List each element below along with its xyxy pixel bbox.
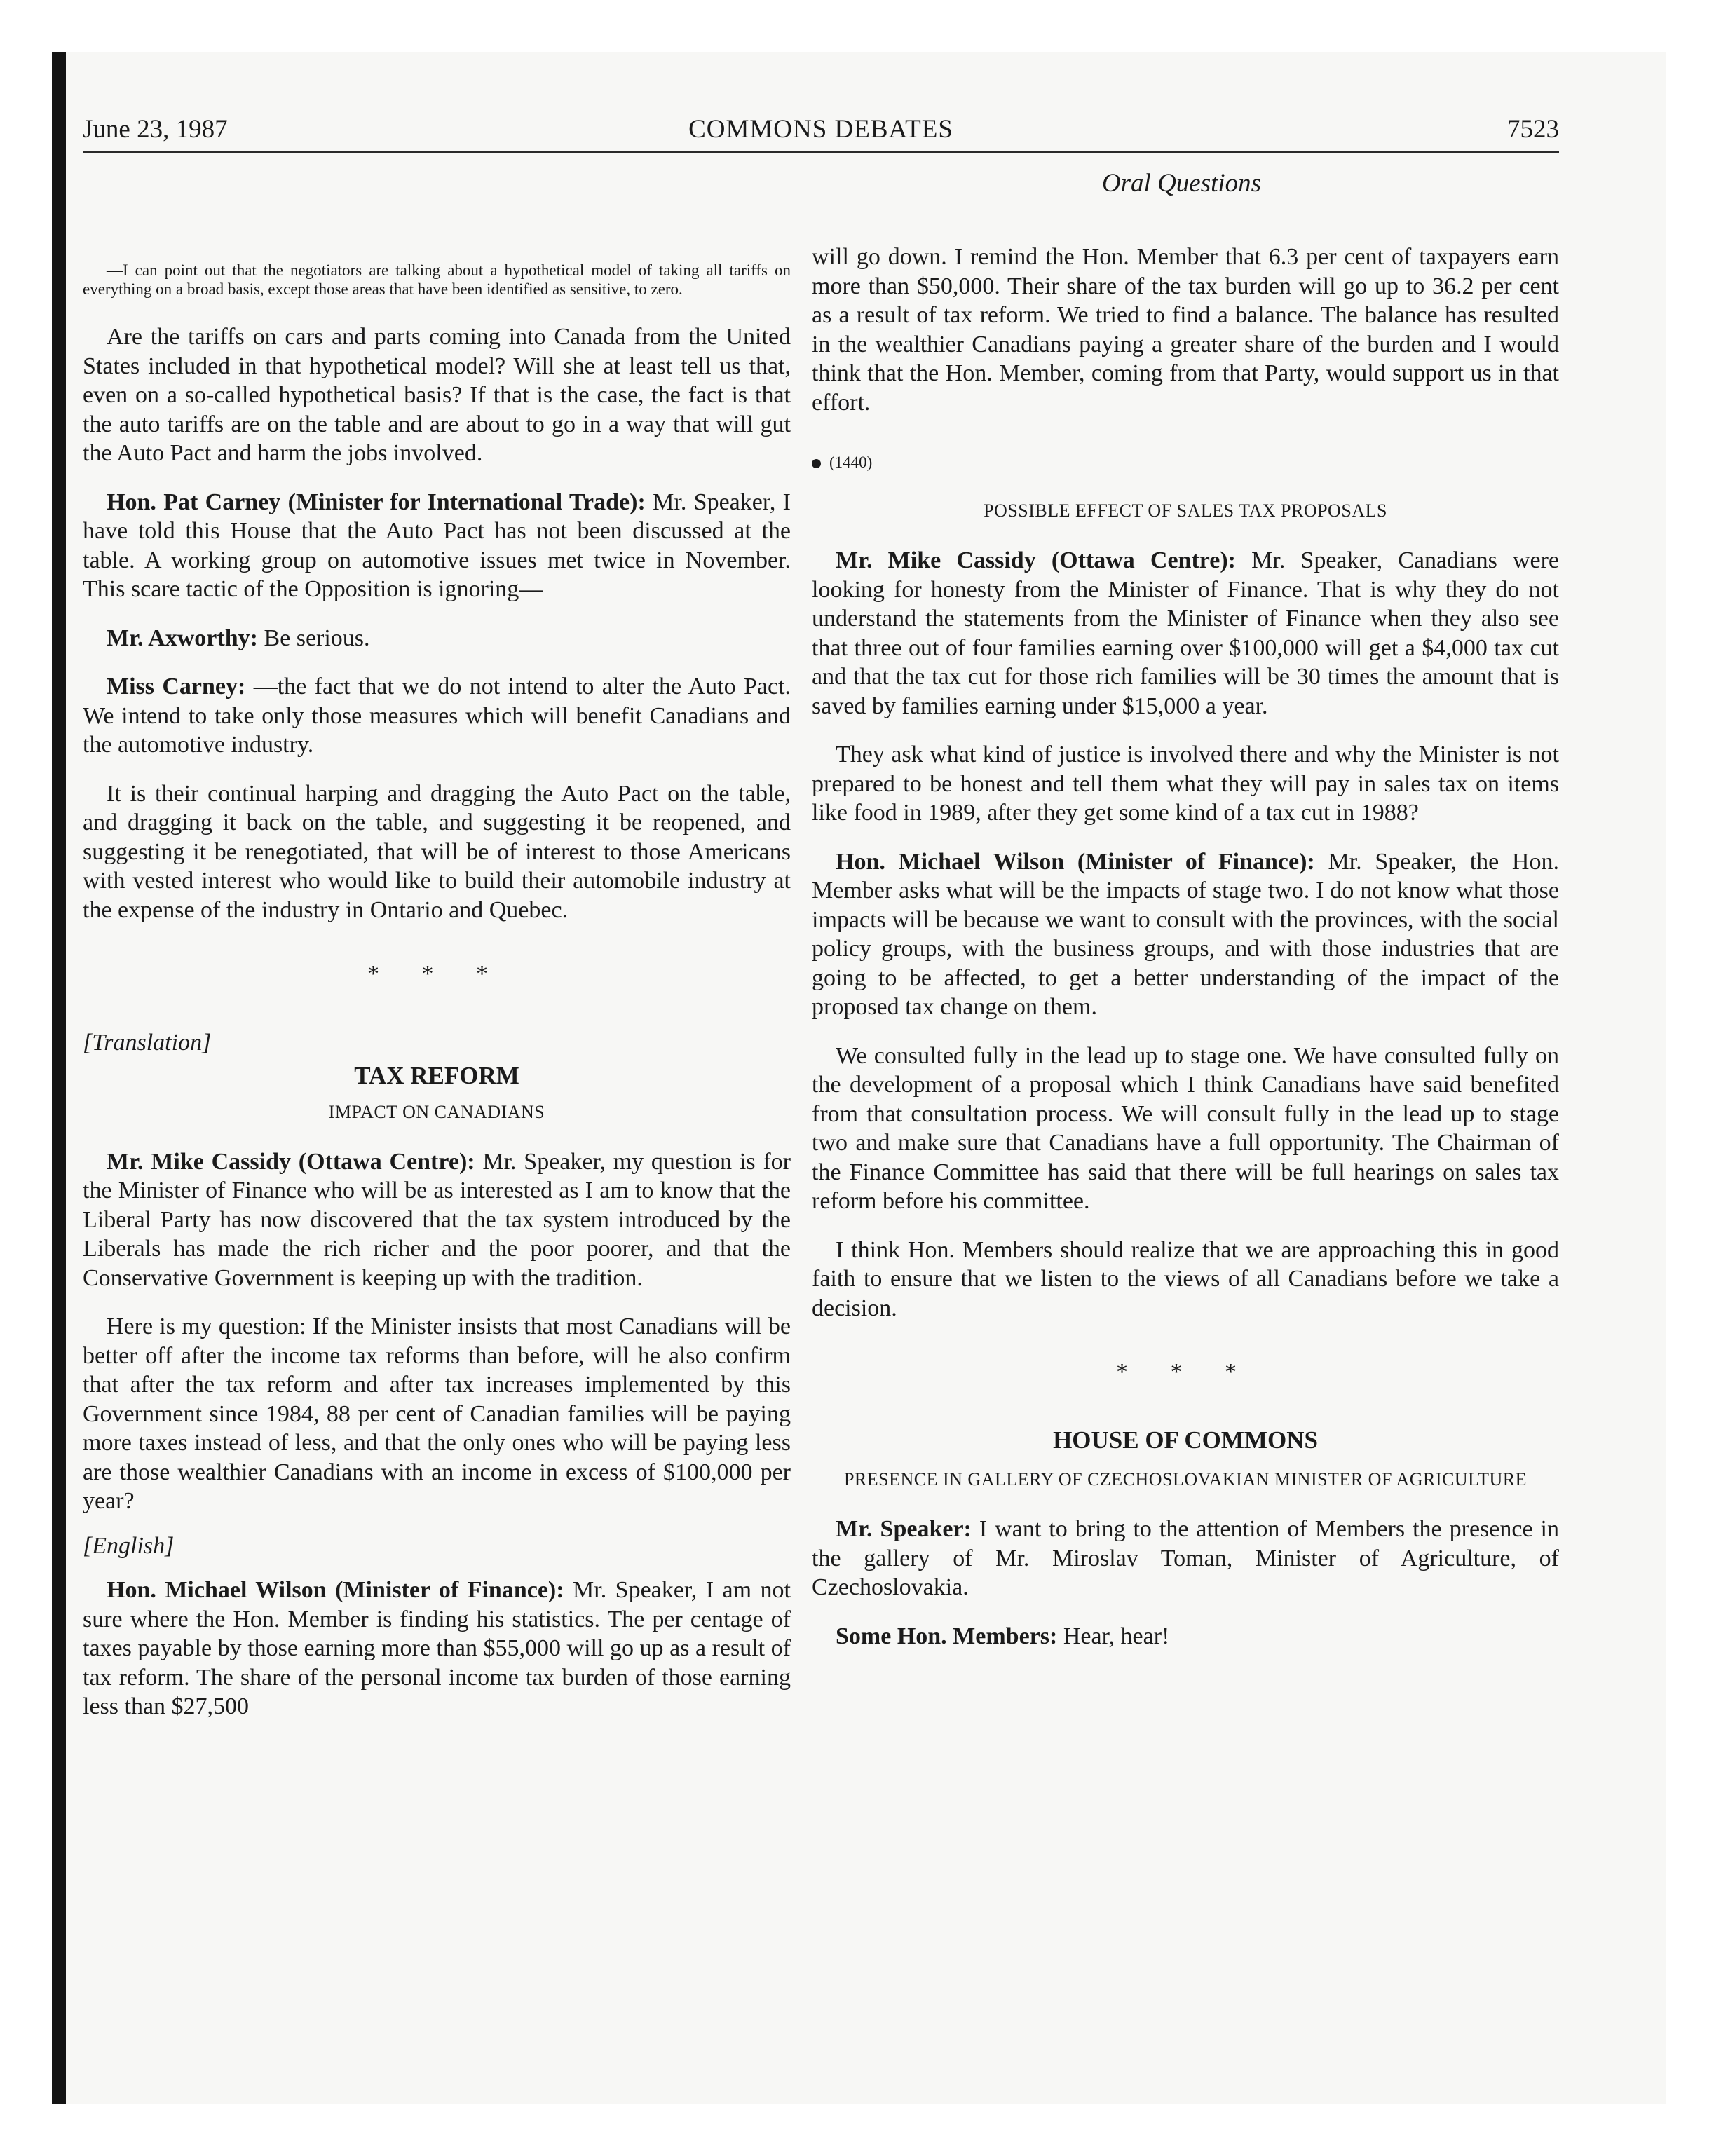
speech-paragraph xyxy=(83,488,791,604)
paragraph: It is their continual harping and dragging the Auto Pact on the table, and dragging it back on the table, and suggesting it be reopened, and suggesting it be renegotiated, that will be of interest to those Americans with vested interest who would like to build their automobile industry at the expense of the industry in Ontario and Quebec. xyxy=(83,780,791,923)
speaker-name: Some Hon. Members: xyxy=(836,1623,1058,1649)
speaker-name: Mr. Speaker: xyxy=(836,1516,972,1542)
english-label: [English] xyxy=(83,1532,175,1559)
speaker-name: Mr. Mike Cassidy (Ottawa Centre): xyxy=(107,1148,475,1175)
speech-text: I want to bring to the attention of Members the presence in the gallery of Mr. Miroslav Toman, Minister of Agriculture, of Czechoslovakia. xyxy=(812,1516,1559,1600)
paragraph: We consulted fully in the lead up to stage one. We have consulted fully on the development of a proposal which I think Canadians have said benefited from that consultation process. We will consult fully in the lead up to stage two and make sure that Canadians have a full opportunity. The Chairman of the Finance Committee has said that there will be full hearings on sales tax reform before his committee. xyxy=(812,1042,1559,1214)
section-heading: TAX REFORM xyxy=(354,1061,519,1089)
speech-paragraph xyxy=(812,546,1559,721)
speech-paragraph xyxy=(83,624,791,653)
header-rule xyxy=(83,151,1559,153)
speech-text: —the fact that we do not intend to alter the Auto Pact. We intend to take only those measures which will benefit Canadians and the automotive industry. xyxy=(83,674,791,758)
speech-text: Mr. Speaker, I have told this House that the Auto Pact has not been discussed at the table. A working group on automotive issues met twice in November. This scare tactic of the Opposition is ignoring— xyxy=(83,489,791,602)
speech-text: Mr. Speaker, Canadians were looking for honesty from the Minister of Finance. That is why they do not understand the statements from the Minister of Finance when they also see that three out of four families earning over $100,000 will get a $4,000 tax cut and that the tax cut for those rich families will be 30 times the amount that is saved by families earning under $15,000 a year. xyxy=(812,547,1559,719)
running-header xyxy=(83,114,1559,153)
paragraph: They ask what kind of justice is involved there and why the Minister is not prepared to be honest and tell them what they will pay in sales tax on items like food in 1989, after they get some kind of a tax cut in 1988? xyxy=(812,742,1559,826)
speaker-name: Mr. Mike Cassidy (Ottawa Centre): xyxy=(836,547,1237,573)
speaker-name: Mr. Axworthy: xyxy=(107,625,258,651)
speech-paragraph xyxy=(83,1576,791,1721)
header-date: June 23, 1987 xyxy=(83,115,228,144)
speaker-name: Hon. Michael Wilson (Minister of Finance): xyxy=(836,848,1315,875)
section-label: Oral Questions xyxy=(1101,169,1262,198)
speech-paragraph xyxy=(83,1147,791,1293)
right-column xyxy=(812,243,1559,1651)
time-marker xyxy=(812,453,1559,472)
paragraph: Are the tariffs on cars and parts coming into Canada from the United States included in that hypothetical model? Will she at least tell us that, even on a so-called hypothetical basis? If that is the case, the fact is that the auto tariffs are on the table and are about to go in a way that will gut the Auto Pact and harm the jobs involved. xyxy=(83,324,791,466)
section-subheading: PRESENCE IN GALLERY OF CZECHOSLOVAKIAN MINISTER OF AGRICULTURE xyxy=(843,1469,1528,1489)
paragraph: I think Hon. Members should realize that we are approaching this in good faith to ensure that we listen to the views of all Canadians before we take a decision. xyxy=(812,1236,1559,1321)
bullet-icon xyxy=(812,459,821,468)
translation-label: [Translation] xyxy=(83,1030,212,1056)
speech-text: Be serious. xyxy=(257,625,370,651)
section-separator: * * * xyxy=(1116,1359,1255,1385)
time-marker-text: (1440) xyxy=(829,453,873,471)
speaker-name: Hon. Michael Wilson (Minister of Finance): xyxy=(107,1577,564,1603)
speech-paragraph xyxy=(83,672,791,760)
scan-edge-shadow xyxy=(52,52,66,2104)
left-column xyxy=(83,210,791,1721)
speech-text: Hear, hear! xyxy=(1057,1623,1170,1649)
speaker-name: Hon. Pat Carney (Minister for International Trade): xyxy=(107,489,646,515)
speaker-name: Miss Carney: xyxy=(107,674,246,700)
paragraph: Here is my question: If the Minister insists that most Canadians will be better off after the income tax reforms than before, will he also confirm that after the tax reform and after tax increases implemented by this Government since 1984, 88 per cent of Canadian families will be paying more taxes instead of less, and that the only ones who will be paying less are those wealthier Canadians with an income in excess of $100,000 per year? xyxy=(83,1314,791,1514)
quoted-paragraph: —I can point out that the negotiators are talking about a hypothetical model of taking all tariffs on everything on a broad basis, except those areas that have been identified as sensitive, to zero. xyxy=(83,261,791,298)
header-page-number: 7523 xyxy=(1507,115,1559,144)
speech-text: Mr. Speaker, I am not sure where the Hon. Member is finding his statistics. The per centage of taxes payable by those earning more than $55,000 will go up as a result of tax reform. The share of the personal income tax burden of those earning less than $27,500 xyxy=(83,1577,791,1719)
speech-paragraph xyxy=(812,1515,1559,1602)
speech-text: Mr. Speaker, my question is for the Minister of Finance who will be as interested as I am to know that the Liberal Party has now discovered that the tax system introduced by the Liberals has made the rich richer and the poor poorer, and that the Conservative Government is keeping up with the tradition. xyxy=(83,1148,791,1291)
speech-paragraph xyxy=(812,847,1559,1022)
speech-text: Mr. Speaker, the Hon. Member asks what will be the impacts of stage two. I do not know what those impacts will be because we want to consult with the provinces, with the social policy groups, with the business groups, and with those industries that are going to be affected, to get a better understanding of the impact of the proposed tax change on them. xyxy=(812,848,1559,1020)
section-subheading: POSSIBLE EFFECT OF SALES TAX PROPOSALS xyxy=(984,500,1387,521)
section-subheading: IMPACT ON CANADIANS xyxy=(328,1101,545,1122)
paragraph: will go down. I remind the Hon. Member that 6.3 per cent of taxpayers earn more than $50,000. Their share of the tax burden will go up to 36.2 per cent as a result of tax reform. We tried to find a balance. The balance has resulted in the wealthier Canadians paying a greater share of the burden and I would think that the Hon. Member, coming from that Party, would support us in that effort. xyxy=(812,244,1559,416)
header-title: COMMONS DEBATES xyxy=(688,115,953,144)
section-separator: * * * xyxy=(367,961,506,987)
speech-paragraph xyxy=(812,1622,1559,1651)
section-heading: HOUSE OF COMMONS xyxy=(1053,1426,1318,1454)
